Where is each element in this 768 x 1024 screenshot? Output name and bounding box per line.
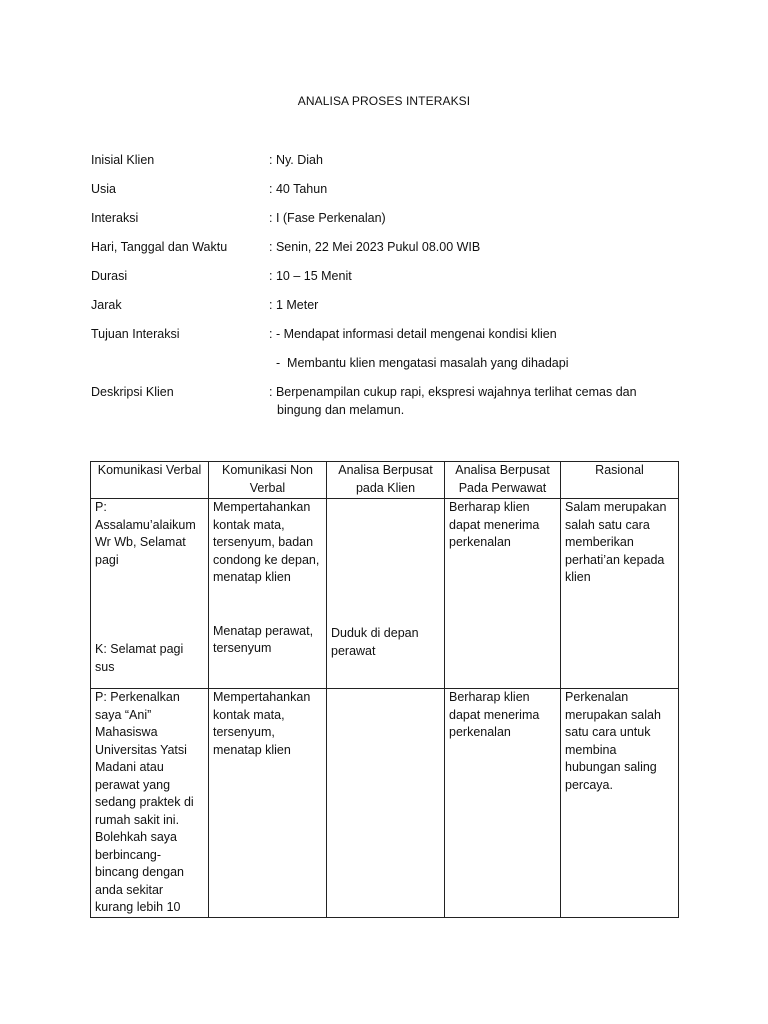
cell-text: P: Perkenalkan saya “Ani” Mahasiswa Universitas Yatsi Madani atau perawat yang sedang praktek di rumah sakit ini. Bolehkah saya berbincang-bincang dengan anda sekitar kurang lebih 10 <box>95 690 194 914</box>
info-label: Hari, Tanggal dan Waktu <box>91 240 228 254</box>
cell-verbal <box>91 499 209 689</box>
spacer <box>331 499 440 535</box>
cell-text: Berharap klien dapat menerima perkenalan <box>449 500 540 549</box>
header-analisa-perawat: Analisa Berpusat Pada Perwawat <box>445 462 561 499</box>
info-label: Durasi <box>91 269 128 283</box>
cell-text: Duduk di depan perawat <box>331 626 419 658</box>
cell-analisa-perawat <box>445 689 561 918</box>
table-header-row <box>91 462 679 499</box>
cell-text: Menatap perawat, tersenyum <box>213 623 314 655</box>
info-value: : 1 Meter <box>269 298 319 312</box>
info-value <box>269 383 669 419</box>
table-row <box>91 499 679 689</box>
info-value: : 10 – 15 Menit <box>269 269 352 283</box>
info-value: : I (Fase Perkenalan) <box>269 211 386 225</box>
spacer <box>95 569 204 605</box>
cell-rasional <box>561 499 679 689</box>
cell-text: K: Selamat pagi sus <box>95 642 184 674</box>
cell-text: Perkenalan merupakan salah satu cara untuk membina hubungan saling percaya. <box>565 690 661 792</box>
cell-rasional <box>561 689 679 918</box>
info-label: Tujuan Interaksi <box>91 327 180 341</box>
spacer <box>331 535 440 571</box>
info-value: : Senin, 22 Mei 2023 Pukul 08.00 WIB <box>269 240 481 254</box>
spacer <box>331 571 440 607</box>
page-title: ANALISA PROSES INTERAKSI <box>297 94 471 108</box>
spacer <box>95 605 204 641</box>
cell-text: Berharap klien dapat menerima perkenalan <box>449 690 540 739</box>
cell-nonverbal <box>209 499 327 689</box>
spacer <box>331 607 440 625</box>
cell-analisa-perawat <box>445 499 561 689</box>
cell-text: Salam merupakan salah satu cara memberikan perhati’an kepada klien <box>565 500 667 584</box>
spacer <box>213 587 322 623</box>
table-row <box>91 689 679 918</box>
info-label: Deskripsi Klien <box>91 385 174 399</box>
info-label: Inisial Klien <box>91 153 155 167</box>
info-label: Jarak <box>91 298 122 312</box>
info-value: : Ny. Diah <box>269 153 323 167</box>
info-label: Usia <box>91 182 117 196</box>
cell-text: Mempertahankan kontak mata, tersenyum, menatap klien <box>213 690 311 757</box>
info-value-continued: - Membantu klien mengatasi masalah yang dihadapi <box>269 356 569 370</box>
interaction-table-wrap <box>90 461 679 918</box>
info-value-line: : Berpenampilan cukup rapi, ekspresi wajahnya terlihat cemas dan <box>269 385 637 399</box>
cell-nonverbal <box>209 689 327 918</box>
info-label: Interaksi <box>91 211 139 225</box>
cell-analisa-klien <box>327 689 445 918</box>
cell-analisa-klien <box>327 499 445 689</box>
info-value: : - Mendapat informasi detail mengenai kondisi klien <box>269 327 557 341</box>
header-analisa-klien: Analisa Berpusat pada Klien <box>327 462 445 499</box>
cell-text: Mempertahankan kontak mata, tersenyum, badan condong ke depan, menatap klien <box>213 500 320 584</box>
interaction-table <box>90 461 679 918</box>
cell-verbal <box>91 689 209 918</box>
info-value: : 40 Tahun <box>269 182 328 196</box>
cell-text: P: Assalamu’alaikum Wr Wb, Selamat pagi <box>95 500 196 567</box>
header-komunikasi-non-verbal: Komunikasi Non Verbal <box>209 462 327 499</box>
header-komunikasi-verbal: Komunikasi Verbal <box>91 462 209 499</box>
header-rasional: Rasional <box>561 462 679 499</box>
info-value-line: bingung dan melamun. <box>277 403 405 417</box>
